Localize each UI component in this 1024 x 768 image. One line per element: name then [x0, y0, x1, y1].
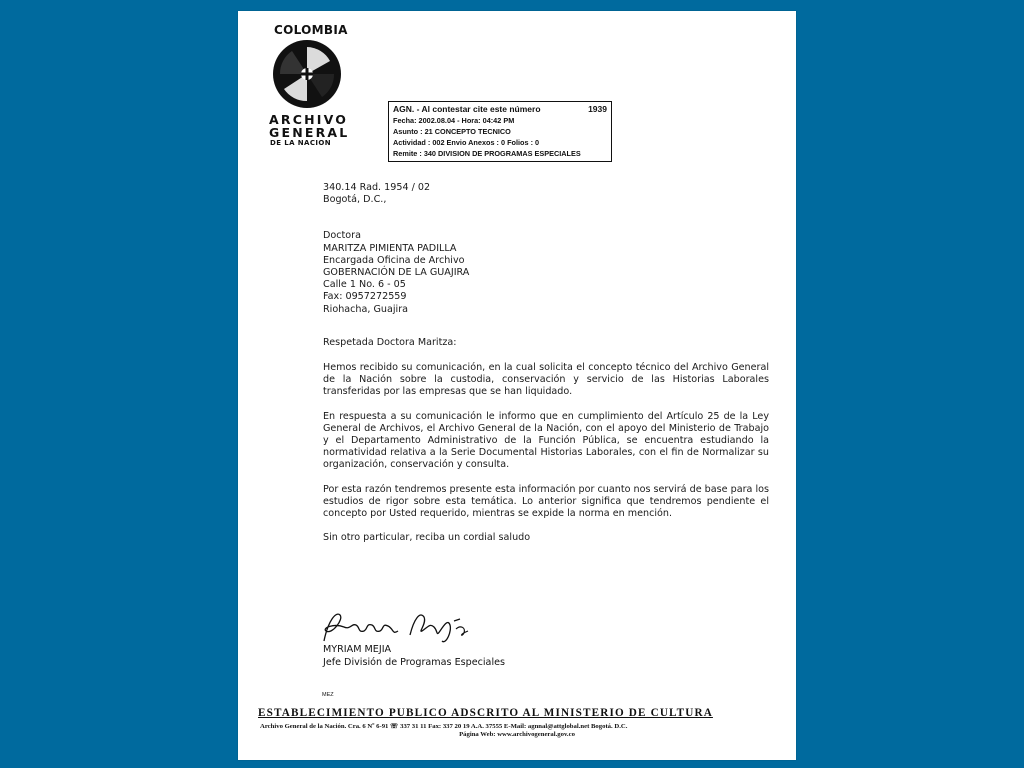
recipient-line: GOBERNACIÓN DE LA GUAJIRA [323, 267, 470, 279]
signer-title: Jefe División de Programas Especiales [323, 656, 506, 668]
signer-name: MYRIAM MEJIA [323, 644, 392, 655]
signer-block [323, 644, 505, 669]
recipient-line: Doctora [323, 230, 361, 242]
paragraph-2: En respuesta a su comunicación le informo que en cumplimiento del Artículo 25 de la Ley General de Archivos, el Archivo General de la Nación, con el apoyo del Ministerio de Trabajo y el Departamento Administrativo de la Función Pública, se encuentra estudiando la normatividad relativa a la Serie Documental Historias Laborales, con el fin de Normalizar su organización, conservación y consulta. [323, 410, 769, 471]
stamp-asunto: Asunto : 21 CONCEPTO TECNICO [393, 127, 511, 136]
letter-page [238, 11, 796, 760]
recipient-line: Riohacha, Guajira [323, 303, 409, 315]
closing: Sin otro particular, reciba un cordial saludo [323, 532, 531, 544]
handwritten-signature [314, 601, 489, 649]
stamp-remite: Remite : 340 DIVISION DE PROGRAMAS ESPECIALES [393, 149, 581, 158]
paragraph-1: Hemos recibido su comunicación, en la cual solicita el concepto técnico del Archivo General de la Nación sobre la custodia, conservación y servicio de las Historias Laborales transferidas por las empresas que se han liquidado. [323, 362, 769, 398]
stamp-fecha: Fecha: 2002.08.04 - Hora: 04:42 PM [393, 116, 515, 125]
recipient-line: MARITZA PIMIENTA PADILLA [323, 242, 457, 254]
recipient-line: Encargada Oficina de Archivo [323, 254, 465, 266]
logo-nacion-text: DE LA NACION [270, 139, 331, 147]
stamp-title: AGN. - Al contestar cite este número [393, 104, 541, 114]
paragraph-3: Por esta razón tendremos presente esta información por cuanto nos servirá de base para los estudios de rigor sobre esta temática. Lo anterior significa que tendremos pendiente el concepto por Usted requerido, mientras se expide la norma en mención. [323, 483, 769, 520]
recipient-block [323, 230, 769, 315]
letter-city: Bogotá, D.C., [323, 194, 387, 206]
radicado-stamp [388, 101, 612, 162]
stamp-actividad: Actividad : 002 Envio Anexos : 0 Folios : 0 [393, 138, 540, 147]
logo-country-text: COLOMBIA [274, 23, 348, 37]
stamp-number: 1939 [588, 104, 607, 114]
logo-general-text: GENERAL [269, 125, 350, 140]
typist-initials: MEZ [322, 692, 334, 698]
salutation: Respetada Doctora Maritza: [323, 336, 457, 348]
footer-web: Página Web: www.archivogeneral.gov.co [459, 731, 575, 738]
letter-body [323, 182, 769, 544]
archivo-seal-icon [272, 39, 342, 109]
recipient-line: Calle 1 No. 6 - 05 [323, 279, 406, 291]
recipient-line: Fax: 0957272559 [323, 291, 407, 303]
letter-reference: 340.14 Rad. 1954 / 02 [323, 182, 431, 193]
footer-address: Archivo General de la Nación. Cra. 6 Nº 6-91 ☏ 337 31 11 Fax: 337 20 19 A.A. 37555 E-Mail: agnnal@attglobal.net Bogotá. D.C. [260, 723, 628, 730]
logo-archivo-text: ARCHIVO [269, 112, 349, 127]
footer-title: ESTABLECIMIENTO PUBLICO ADSCRITO AL MINISTERIO DE CULTURA [258, 707, 713, 719]
